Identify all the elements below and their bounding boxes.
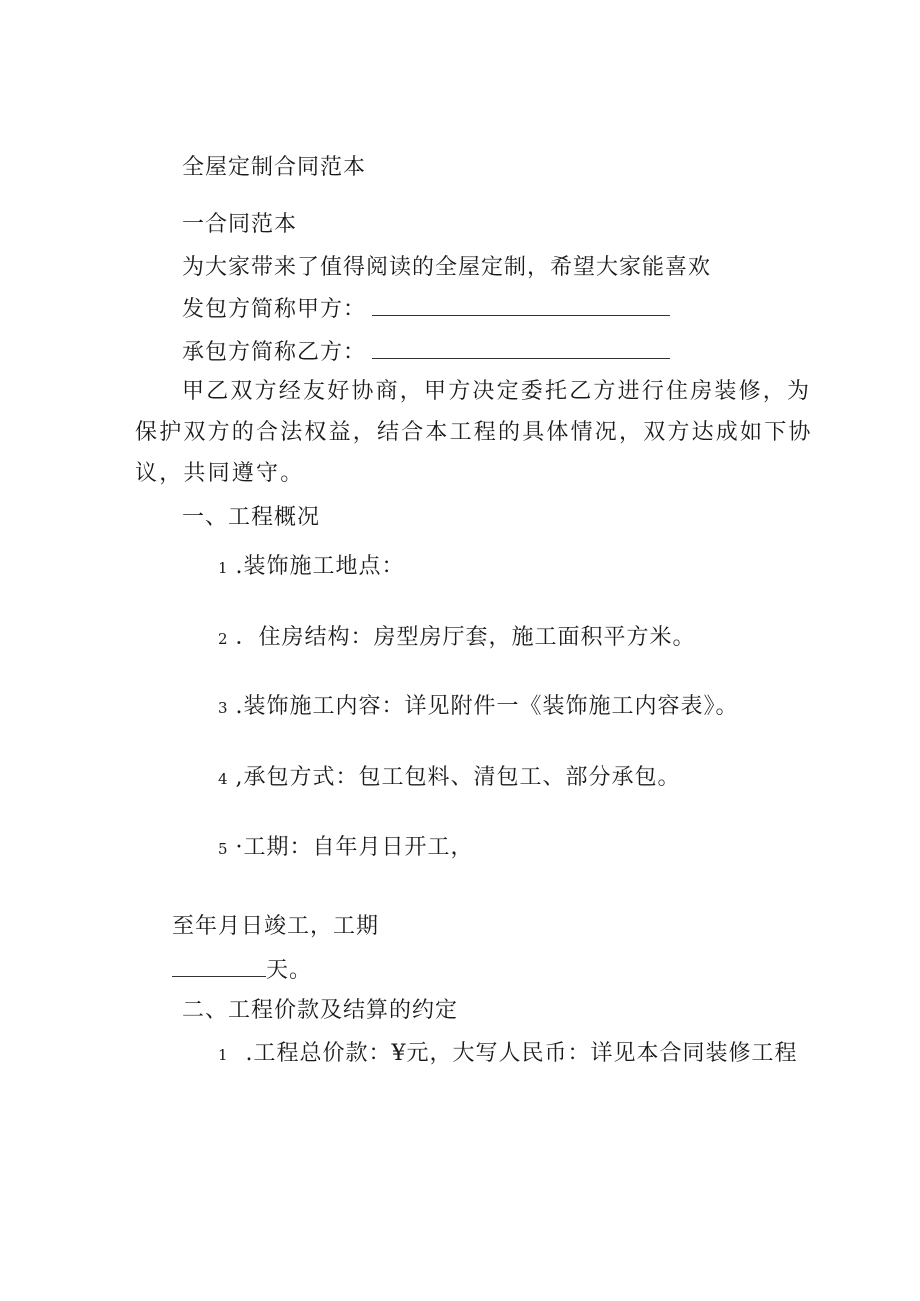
item-number: 1 xyxy=(218,559,228,577)
section2-heading: 二、工程价款及结算的约定 xyxy=(182,998,459,1023)
section1-heading: 一、工程概况 xyxy=(182,505,321,530)
party-b-blank xyxy=(372,338,670,359)
item-text: .装饰施工内容：详见附件一《装饰施工内容表》。 xyxy=(235,694,739,719)
item-text: ,承包方式：包工包料、清包工、部分承包。 xyxy=(235,765,681,790)
party-a-blank xyxy=(372,295,670,316)
document-title: 全屋定制合同范本 xyxy=(182,155,367,180)
period-line: 至年月日竣工，工期 xyxy=(172,914,380,939)
party-a-label: 发包方简称甲方： xyxy=(182,297,367,322)
days-line xyxy=(172,956,312,985)
item-number: 3 xyxy=(218,699,228,717)
section1-item-1 xyxy=(218,553,405,582)
days-suffix: 天。 xyxy=(266,958,313,983)
item-number: 4 xyxy=(218,770,228,788)
preamble-line-1: 甲乙双方经友好协商，甲方决定委托乙方进行住房装修，为 xyxy=(182,379,812,404)
item-text: .工程总价款：¥元，大写人民币：详见本合同装修工程 xyxy=(245,1041,798,1066)
section1-item-3 xyxy=(218,693,739,722)
section1-item-2 xyxy=(218,624,696,653)
party-b-line xyxy=(182,338,670,367)
item-text: ·工期：自年月日开工， xyxy=(235,835,474,860)
preamble-line-2: 保护双方的合法权益，结合本工程的具体情况，双方达成如下协 xyxy=(135,420,813,445)
party-a-line xyxy=(182,295,670,324)
item-number: 2 xyxy=(218,630,228,648)
party-b-label: 承包方简称乙方： xyxy=(182,340,367,365)
item-text: .装饰施工地点： xyxy=(235,554,405,579)
section1-item-4 xyxy=(218,764,681,793)
intro-text: 为大家带来了值得阅读的全屋定制，希望大家能喜欢 xyxy=(182,255,712,280)
section2-item-1 xyxy=(218,1040,798,1069)
days-blank xyxy=(172,956,266,977)
item-number: 1 xyxy=(218,1046,228,1064)
preamble-line-3: 议，共同遵守。 xyxy=(135,461,305,486)
item-number: 5 xyxy=(218,840,228,858)
item-text: ．住房结构：房型房厅套，施工面积平方米。 xyxy=(235,625,696,650)
section1-item-5 xyxy=(218,834,474,863)
document-subtitle: 一合同范本 xyxy=(182,212,298,237)
